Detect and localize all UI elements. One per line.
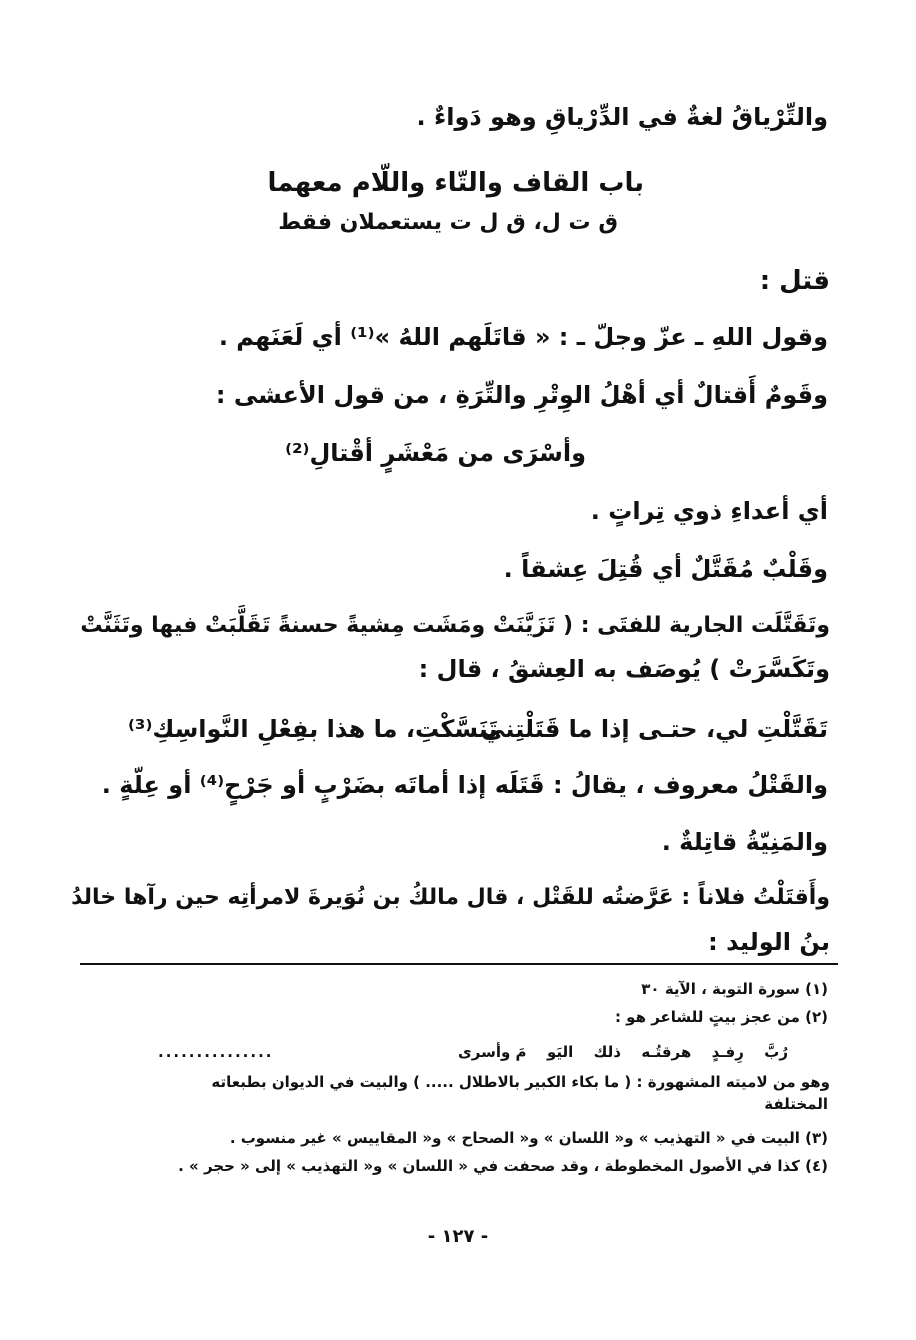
text-line: بنُ الوليد : (708, 928, 830, 956)
section-heading: باب القاف والتّاء واللّام معهما (267, 168, 644, 198)
text-line: والتِّرْياقُ لغةٌ في الدِّرْياقِ وهو دَواءٌ . (416, 103, 828, 131)
footnote: وهو من لاميته المشهورة : ( ما بكاء الكبير بالاطلال ..... ) والبيت في الديوان بطبعاته (211, 1073, 830, 1091)
text-line: أي أعداءِ ذوي تِراتٍ . (590, 497, 828, 525)
verse-word: رِفـدٍ (711, 1043, 744, 1061)
verse-hemistich-first: تَقَتَّلْتِ لي، حتـى إذا ما قَتَلْتِني (481, 715, 828, 743)
verse-word: مَ وأسرى (458, 1043, 527, 1061)
text-line: وقَلْبٌ مُقَتَّلٌ أي قُتِلَ عِشقاً . (503, 555, 828, 583)
footnote: (٣) البيت في « التهذيب » و« اللسان » و« الصحاح » و« المقاييس » غير منسوب . (229, 1129, 828, 1147)
footnote-dots: ............... (158, 1043, 274, 1061)
verse-word: اليَو (546, 1043, 574, 1061)
verse-word: ذلك (593, 1043, 621, 1061)
footnote: (١) سورة التوبة ، الآية ٣٠ (641, 980, 828, 998)
footnote: المختلفة (764, 1095, 828, 1113)
text-line: وأَقتَلْتُ فلاناً : عَرَّضتُه للقَتْل ، قال مالكُ بن نُوَيرةَ لامرأتِه حين رآها خالدُ (71, 885, 830, 910)
footnote-divider (80, 963, 838, 965)
text-line: وتَقَتَّلَت الجارية للفتَى : ( تَزَيَّنَتْ ومَشَت مِشيةً حسنةً تَقَلَّبَتْ فيها وتَثَنَّتْ (80, 613, 830, 638)
text-line: وتَكَسَّرَتْ ) يُوصَف به العِشقُ ، قال : (418, 655, 830, 683)
footnote: (٤) كذا في الأصول المخطوطة ، وقد صحفت في « اللسان » و« التهذيب » إلى « حجر » . (178, 1157, 828, 1175)
text-line: وقول اللهِ ـ عزّ وجلّ ـ : « قاتَلَهم اللهُ »⁽¹⁾ أي لَعَنَهم . (218, 323, 828, 351)
page-number: - ١٢٧ - (427, 1226, 489, 1247)
verse-line: وأسْرَى من مَعْشَرٍ أقْتالِ⁽²⁾ (285, 439, 586, 467)
text-line: والقَتْلُ معروف ، يقالُ : قَتَلَه إذا أماتَه بضَرْبٍ أو جَرْحٍ⁽⁴⁾ أو عِلّةٍ . (101, 771, 828, 799)
entry-heading: قتل : (759, 266, 830, 296)
verse-word: رُبَّ (764, 1043, 788, 1061)
text-line: وقَومٌ أَقتالٌ أي أهْلُ الوِتْرِ والتِّرَةِ ، من قول الأعشى : (215, 381, 828, 409)
text-line: والمَنِيّةُ قاتِلةٌ . (661, 828, 828, 856)
verse-word: هرقتُـه (641, 1043, 692, 1061)
footnote: (٢) من عجز بيتٍ للشاعر هو : (614, 1008, 828, 1026)
footnote-verse (458, 1043, 788, 1061)
verse-hemistich-second: تَنَسَّكْتِ، ما هذا بفِعْلِ النَّواسِكِ⁽³⁾ (128, 715, 498, 743)
section-subheading: ق ت ل، ق ل ت يستعملان فقط (278, 210, 618, 235)
